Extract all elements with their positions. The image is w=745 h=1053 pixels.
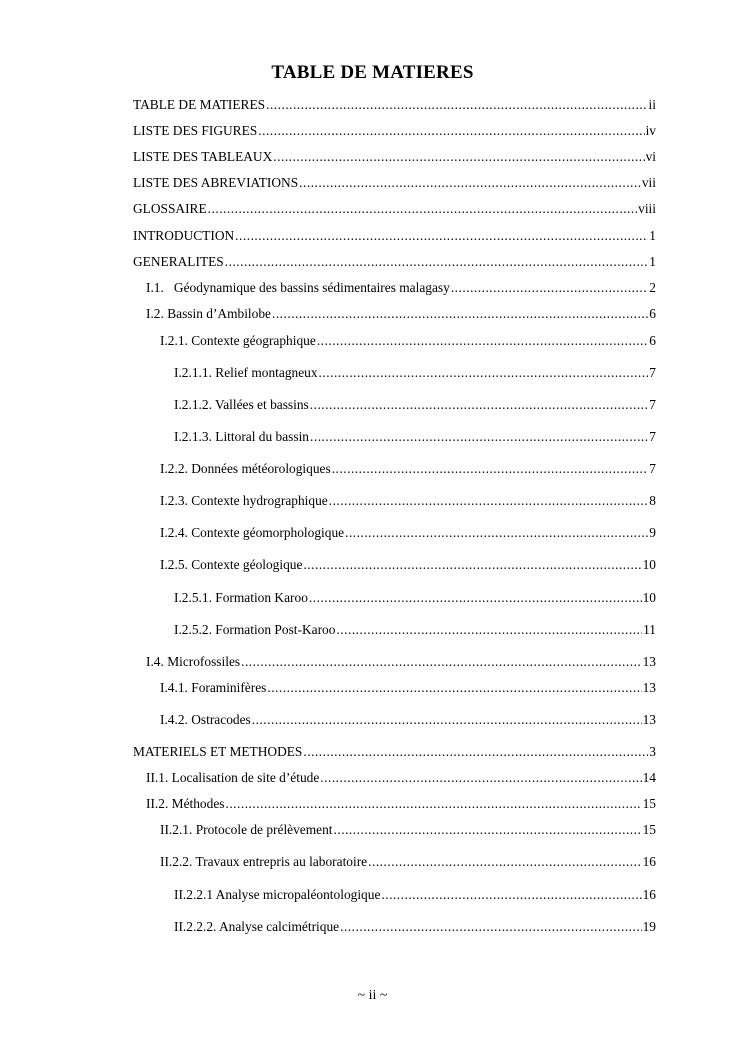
toc-entry[interactable] — [174, 429, 656, 445]
dot-leader — [309, 590, 642, 606]
dot-leader — [368, 854, 641, 870]
toc-entry-label: II.1. Localisation de site d’étude — [146, 770, 320, 785]
toc-entry[interactable] — [133, 123, 656, 139]
toc-entry[interactable] — [133, 175, 656, 191]
dot-leader — [272, 306, 648, 322]
toc-entry[interactable] — [160, 822, 656, 838]
toc-entry[interactable] — [174, 397, 656, 413]
toc-entry-page: ii — [648, 97, 656, 112]
toc-entry[interactable] — [146, 654, 656, 670]
dot-leader — [267, 680, 641, 696]
dot-leader — [334, 822, 642, 838]
dot-leader — [225, 796, 641, 812]
toc-entry-label: LISTE DES FIGURES — [133, 123, 258, 138]
toc-entry-label: II.2.2.2. Analyse calcimétrique — [174, 919, 340, 934]
toc-entry-label: I.2. Bassin d’Ambilobe — [146, 306, 271, 321]
toc-entry[interactable] — [146, 306, 656, 322]
dot-leader — [451, 280, 648, 296]
dot-leader — [235, 228, 648, 244]
dot-leader — [208, 201, 637, 217]
toc-entry-page: 7 — [649, 461, 656, 476]
toc-entry[interactable] — [133, 228, 656, 244]
dot-leader — [273, 149, 644, 165]
toc-entry-page: vii — [641, 175, 656, 190]
toc-entry[interactable] — [146, 280, 656, 296]
toc-entry[interactable] — [160, 680, 656, 696]
toc-entry-label: II.2.2.1 Analyse micropaléontologique — [174, 887, 381, 902]
toc-entry-page: 13 — [642, 654, 656, 669]
toc-entry-label: I.4.2. Ostracodes — [160, 712, 251, 727]
toc-entry-label: II.2. Méthodes — [146, 796, 225, 811]
toc-entry-label: GENERALITES — [133, 254, 224, 269]
toc-entry-page: 7 — [649, 429, 656, 444]
toc-entry-page: 19 — [642, 919, 656, 934]
toc-entry-label: I.2.5. Contexte géologique — [160, 557, 303, 572]
toc-entry-label: I.2.4. Contexte géomorphologique — [160, 525, 345, 540]
toc-entry-label: I.2.1.3. Littoral du bassin — [174, 429, 310, 444]
dot-leader — [252, 712, 642, 728]
toc-entry-label: GLOSSAIRE — [133, 201, 207, 216]
toc-entry[interactable] — [174, 887, 656, 903]
toc-entry-label: I.4.1. Foraminifères — [160, 680, 267, 695]
toc-entry-page: 2 — [649, 280, 656, 295]
toc-entry-page: iv — [645, 123, 656, 138]
toc-entry-page: 3 — [649, 744, 656, 759]
toc-entry[interactable] — [160, 525, 656, 541]
dot-leader — [258, 123, 644, 139]
dot-leader — [320, 770, 641, 786]
toc-entry-page: 16 — [642, 854, 656, 869]
toc-entry-label: II.2.1. Protocole de prélèvement — [160, 822, 333, 837]
toc-entry-page: 1 — [649, 228, 656, 243]
toc-entry-label: I.2.5.2. Formation Post-Karoo — [174, 622, 336, 637]
dot-leader — [332, 461, 649, 477]
toc-entry-page: 15 — [642, 796, 656, 811]
toc-entry[interactable] — [174, 919, 656, 935]
toc-entry[interactable] — [146, 796, 656, 812]
toc-entry-page: 9 — [649, 525, 656, 540]
dot-leader — [299, 175, 641, 191]
toc-entry-page: 16 — [642, 887, 656, 902]
toc-entry-label: I.2.3. Contexte hydrographique — [160, 493, 328, 508]
toc-entry[interactable] — [174, 365, 656, 381]
toc-entry[interactable] — [160, 557, 656, 573]
page-title: TABLE DE MATIERES — [271, 62, 474, 83]
toc-entry-label: I.1. Géodynamique des bassins sédimentaires malagasy — [146, 280, 450, 295]
toc-entry-label: LISTE DES ABREVIATIONS — [133, 175, 299, 190]
toc-entry-label: TABLE DE MATIERES — [133, 97, 266, 112]
toc-entry-page: 7 — [649, 365, 656, 380]
toc-entry[interactable] — [160, 854, 656, 870]
toc-entry[interactable] — [174, 622, 656, 638]
toc-entry[interactable] — [174, 590, 656, 606]
toc-entry[interactable] — [160, 461, 656, 477]
toc-entry-label: I.2.1. Contexte géographique — [160, 333, 316, 348]
toc-entry-page: 6 — [649, 333, 656, 348]
dot-leader — [266, 97, 647, 113]
toc-entry-page: 10 — [642, 590, 656, 605]
toc-entry-page: 7 — [649, 397, 656, 412]
toc-entry-label: I.2.2. Données météorologiques — [160, 461, 331, 476]
toc-entry-page: 1 — [649, 254, 656, 269]
dot-leader — [303, 557, 641, 573]
dot-leader — [310, 429, 648, 445]
page-number-footer: ~ ii ~ — [357, 988, 388, 1003]
toc-entry[interactable] — [146, 770, 656, 786]
dot-leader — [310, 397, 649, 413]
toc-entry[interactable] — [133, 744, 656, 760]
toc-entry[interactable] — [133, 149, 656, 165]
toc-entry-label: INTRODUCTION — [133, 228, 235, 243]
dot-leader — [336, 622, 642, 638]
toc-entry[interactable] — [160, 493, 656, 509]
toc-entry-page: vi — [645, 149, 656, 164]
dot-leader — [225, 254, 649, 270]
dot-leader — [241, 654, 642, 670]
toc-entry-page: viii — [638, 201, 656, 216]
toc-entry-label: I.2.1.1. Relief montagneux — [174, 365, 318, 380]
toc-entry-label: LISTE DES TABLEAUX — [133, 149, 273, 164]
dot-leader — [329, 493, 649, 509]
toc-entry[interactable] — [160, 333, 656, 349]
dot-leader — [340, 919, 642, 935]
toc-entry-page: 8 — [649, 493, 656, 508]
toc-entry-page: 10 — [642, 557, 656, 572]
toc-entry-page: 14 — [642, 770, 656, 785]
toc-entry-page: 13 — [642, 680, 656, 695]
toc-entry-label: I.4. Microfossiles — [146, 654, 241, 669]
toc-entry[interactable] — [133, 254, 656, 270]
toc-entry-page: 15 — [642, 822, 656, 837]
dot-leader — [317, 333, 648, 349]
toc-entry-label: MATERIELS ET METHODES — [133, 744, 303, 759]
dot-leader — [345, 525, 648, 541]
toc-entry-page: 6 — [649, 306, 656, 321]
toc-entry-page: 11 — [643, 622, 656, 637]
dot-leader — [381, 887, 641, 903]
toc-entry-label: I.2.5.1. Formation Karoo — [174, 590, 308, 605]
toc-entry-label: II.2.2. Travaux entrepris au laboratoire — [160, 854, 368, 869]
dot-leader — [303, 744, 648, 760]
toc-entry[interactable] — [160, 712, 656, 728]
toc-entry-label: I.2.1.2. Vallées et bassins — [174, 397, 309, 412]
toc-entry[interactable] — [133, 97, 656, 113]
toc-entry[interactable] — [133, 201, 656, 217]
dot-leader — [319, 365, 649, 381]
toc-entry-page: 13 — [642, 712, 656, 727]
